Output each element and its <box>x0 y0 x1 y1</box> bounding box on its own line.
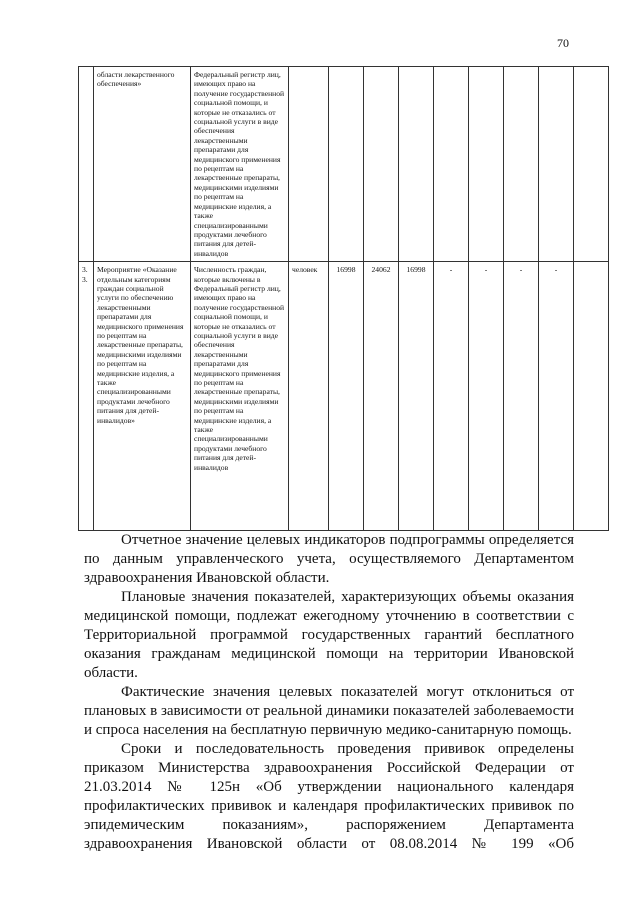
value-cell: - <box>504 262 539 531</box>
unit-cell: человек <box>289 262 329 531</box>
paragraph: Отчетное значение целевых индикаторов подпрограммы определяется по данным управленческого учета, осуществляемого Департаментом здравоохранения Ивановской области. <box>84 532 574 586</box>
row-number-cell <box>79 67 94 262</box>
paragraph: Фактические значения целевых показателей могут отклониться от плановых в зависимости от реальной динамики показателей заболеваемости и спроса населения на бесплатную первичную медико-санитарную помощь. <box>84 684 575 738</box>
body-text <box>84 531 574 854</box>
value-cell: - <box>539 262 574 531</box>
paragraph: Сроки и последовательность проведения прививок определены приказом Министерства здравоохранения Российской Федерации от 21.03.2014 № 125н «Об утверждении национального календаря профилактических прививок и календаря профилактических прививок по эпидемическим показаниям», распоряжением Департамента здравоохранения Ивановской области от 08.08.2014 № 199 «Об <box>84 741 574 852</box>
paragraph: Плановые значения показателей, характеризующих объемы оказания медицинской помощи, подлежат ежегодному уточнению в соответствии с Территориальной программой государственных гарантий бесплатного оказания гражданам медицинской помощи на территории Ивановской области. <box>84 589 574 681</box>
event-cell: области лекарственного обеспечения» <box>94 67 191 262</box>
value-cell: 16998 <box>399 262 434 531</box>
value-cell <box>574 262 609 531</box>
value-cell <box>329 67 364 262</box>
page-number: 70 <box>557 36 569 50</box>
indicator-cell: Федеральный регистр лиц, имеющих право на получение государственной социальной помощи, и которые не отказались от социальной услуги в виде обеспечения лекарственными препаратами для медицинского применения по рецептам на лекарственные препараты, медицинскими изделиями по рецептам на медицинские изделия, а также специализированными продуктами лечебного питания для детей-инвалидов <box>191 67 289 262</box>
event-cell: Мероприятие «Оказание отдельным категориям граждан социальной услуги по обеспечению лекарственными препаратами для медицинского применения по рецептам на лекарственные препараты, медицинскими изделиями по рецептам на медицинские изделия, а также специализированными продуктами лечебного питания для детей-инвалидов» <box>94 262 191 531</box>
value-cell <box>399 67 434 262</box>
value-cell <box>364 67 399 262</box>
value-cell <box>574 67 609 262</box>
value-cell: 16998 <box>329 262 364 531</box>
value-cell: - <box>434 262 469 531</box>
value-cell <box>469 67 504 262</box>
value-cell: - <box>469 262 504 531</box>
value-cell <box>539 67 574 262</box>
value-cell <box>434 67 469 262</box>
indicator-cell: Численность граждан, которые включены в Федеральный регистр лиц, имеющих право на получение государственной социальной помощи, и которые не отказались от социальной услуги в виде обеспечения лекарственными препаратами для медицинского применения по рецептам на лекарственные препараты, медицинскими изделиями по рецептам на медицинские изделия, а также специализированными продуктами лечебного питания для детей-инвалидов <box>191 262 289 531</box>
indicators-table <box>78 66 609 531</box>
value-cell <box>504 67 539 262</box>
value-cell: 24062 <box>364 262 399 531</box>
table-row <box>79 67 609 262</box>
unit-cell <box>289 67 329 262</box>
table-row <box>79 262 609 531</box>
row-number-cell: 3.3. <box>79 262 94 531</box>
